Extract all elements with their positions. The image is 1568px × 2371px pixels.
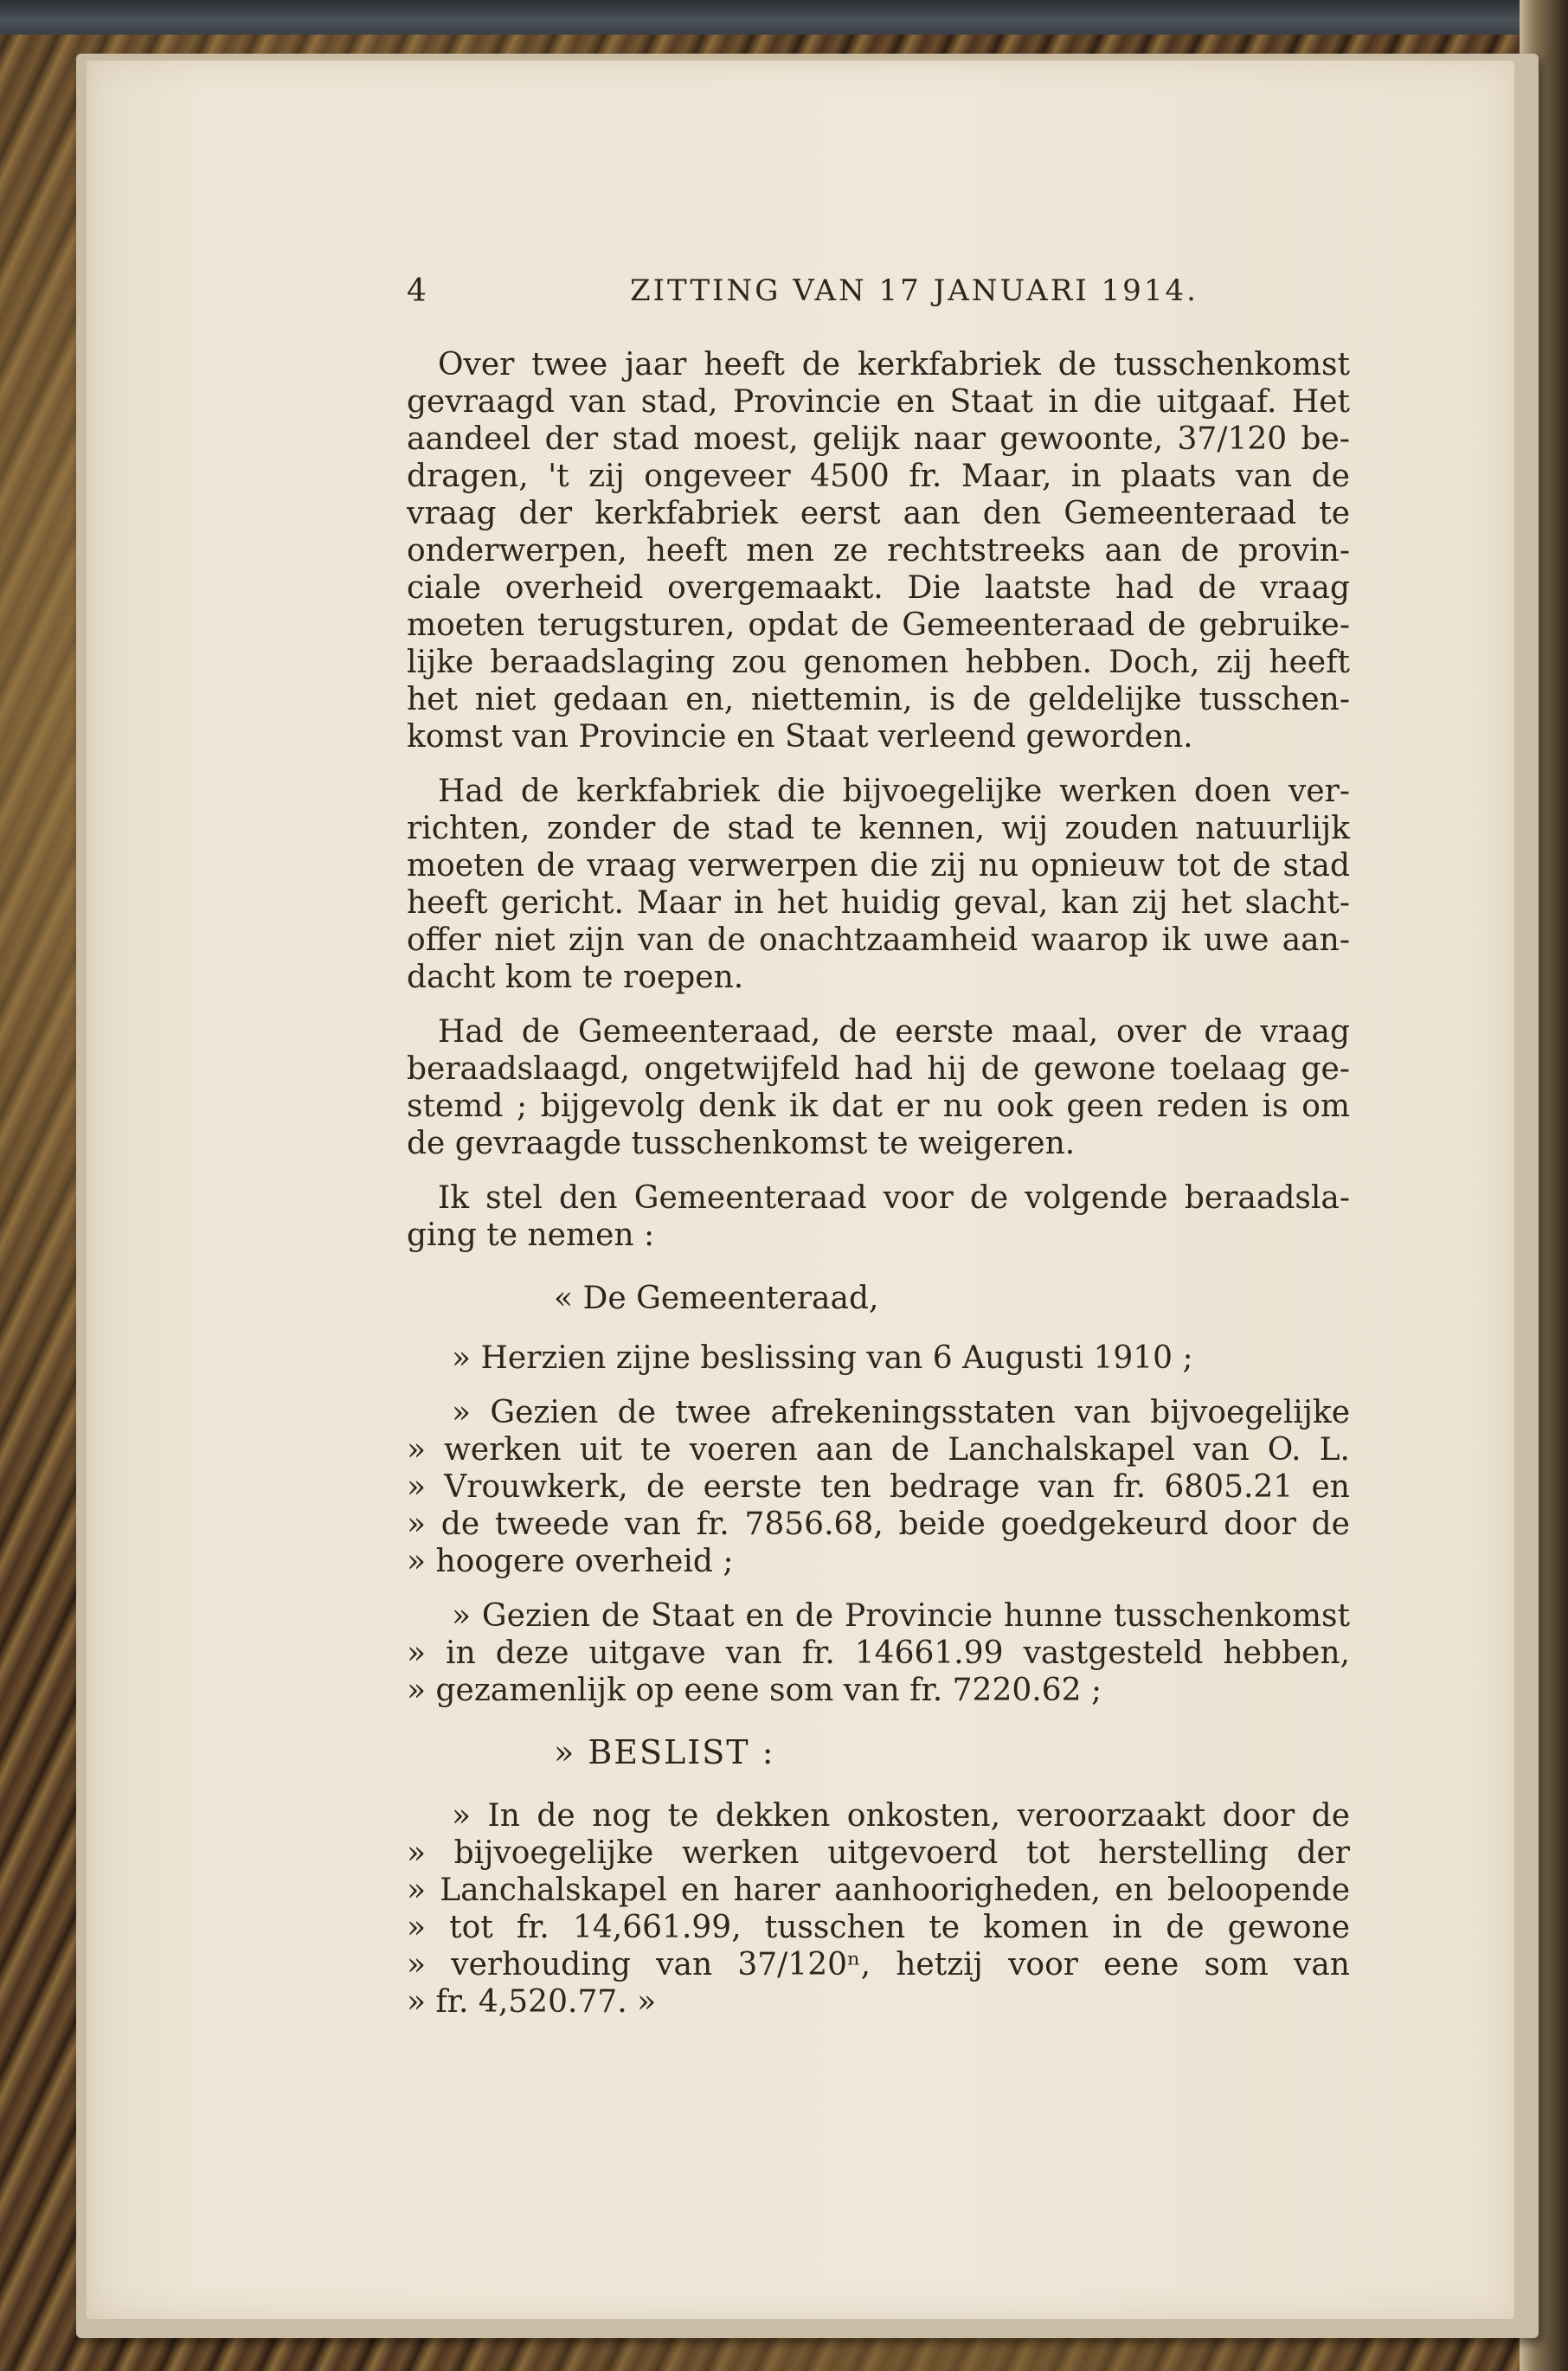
text-line: aandeel der stad moest, gelijk naar gewoonte, 37/120 be- [407,421,1350,457]
text-line: gevraagd van stad, Provincie en Staat in die uitgaaf. Het [407,384,1350,420]
decision-label: » BESLIST : [554,1733,775,1771]
clause-line: » gezamenlijk op eene som van fr. 7220.62 ; [407,1673,1102,1708]
clause-line: » Gezien de Staat en de Provincie hunne tusschenkomst [452,1598,1350,1634]
text-line: stemd ; bijgevolg denk ik dat er nu ook geen reden is om [407,1089,1350,1124]
text-line: beraadslaagd, ongetwijfeld had hij de gewone toelaag ge- [407,1051,1350,1087]
paragraph [407,1013,1350,1162]
resolution-opening: « De Gemeenteraad, [554,1281,879,1316]
running-title: ZITTING VAN 17 JANUARI 1914. [630,273,1198,308]
resolution-clause [407,1597,1350,1709]
page-number: 4 [407,273,429,309]
text-line: Had de Gemeenteraad, de eerste maal, over de vraag [438,1014,1350,1050]
text-line: Over twee jaar heeft de kerkfabriek de tusschenkomst [438,347,1350,382]
resolution-clauses [407,1340,1350,1709]
text-line: vraag der kerkfabriek eerst aan den Gemeenteraad te [407,496,1350,531]
clause-line: » bijvoegelijke werken uitgevoerd tot herstelling der [407,1835,1350,1871]
body-paragraphs [407,346,1350,1254]
clause-line: » In de nog te dekken onkosten, veroorzaakt door de [452,1798,1350,1834]
text-line: moeten terugsturen, opdat de Gemeenteraad de gebruike- [407,607,1350,643]
clause-line: » verhouding van 37/120ⁿ, hetzij voor eene som van [407,1947,1350,1982]
text-line: ging te nemen : [407,1218,655,1253]
clause-line: » Gezien de twee afrekeningsstaten van bijvoegelijke [452,1395,1350,1430]
page-text-block [407,273,1350,2038]
text-line: lijke beraadslaging zou genomen hebben. Doch, zij heeft [407,645,1350,680]
text-line: het niet gedaan en, niettemin, is de geldelijke tusschen- [407,682,1350,717]
resolution-clause [407,1340,1350,1377]
clause-line: » de tweede van fr. 7856.68, beide goedgekeurd door de [407,1507,1350,1542]
text-line: Had de kerkfabriek die bijvoegelijke werken doen ver- [438,774,1350,809]
paragraph [407,1179,1350,1254]
decision-clause [407,1797,1350,2021]
text-line: offer niet zijn van de onachtzaamheid waarop ik uwe aan- [407,922,1350,958]
resolution-block [407,1280,1350,2021]
resolution-clause [407,1394,1350,1580]
paragraph [407,346,1350,755]
clause-line: » Vrouwkerk, de eerste ten bedrage van fr. 6805.21 en [407,1469,1350,1505]
resolution-clause [407,1797,1350,2021]
text-line: onderwerpen, heeft men ze rechtstreeks aan de provin- [407,533,1350,569]
clause-line: » werken uit te voeren aan de Lanchalskapel van O. L. [407,1432,1350,1468]
clause-line: » Lanchalskapel en harer aanhoorigheden, en beloopende [407,1873,1350,1908]
text-line: dragen, 't zij ongeveer 4500 fr. Maar, in plaats van de [407,459,1350,494]
text-line: heeft gericht. Maar in het huidig geval, kan zij het slacht- [407,885,1350,921]
running-header [407,273,1350,317]
clause-line: » Herzien zijne beslissing van 6 Augusti 1910 ; [452,1340,1193,1376]
text-line: moeten de vraag verwerpen die zij nu opnieuw tot de stad [407,848,1350,884]
clause-line: » fr. 4,520.77. » [407,1984,657,2020]
paragraph [407,773,1350,996]
text-line: dacht kom te roepen. [407,960,744,995]
text-line: richten, zonder de stad te kennen, wij zouden natuurlijk [407,811,1350,846]
clause-line: » in deze uitgave van fr. 14661.99 vastgesteld hebben, [407,1635,1350,1671]
text-line: komst van Provincie en Staat verleend geworden. [407,719,1193,755]
text-line: Ik stel den Gemeenteraad voor de volgende beraadsla- [438,1180,1350,1216]
book-spine-edge [0,0,1568,35]
clause-line: » tot fr. 14,661.99, tusschen te komen in de gewone [407,1910,1350,1945]
text-line: ciale overheid overgemaakt. Die laatste had de vraag [407,570,1350,606]
text-line: de gevraagde tusschenkomst te weigeren. [407,1126,1076,1161]
clause-line: » hoogere overheid ; [407,1544,734,1579]
